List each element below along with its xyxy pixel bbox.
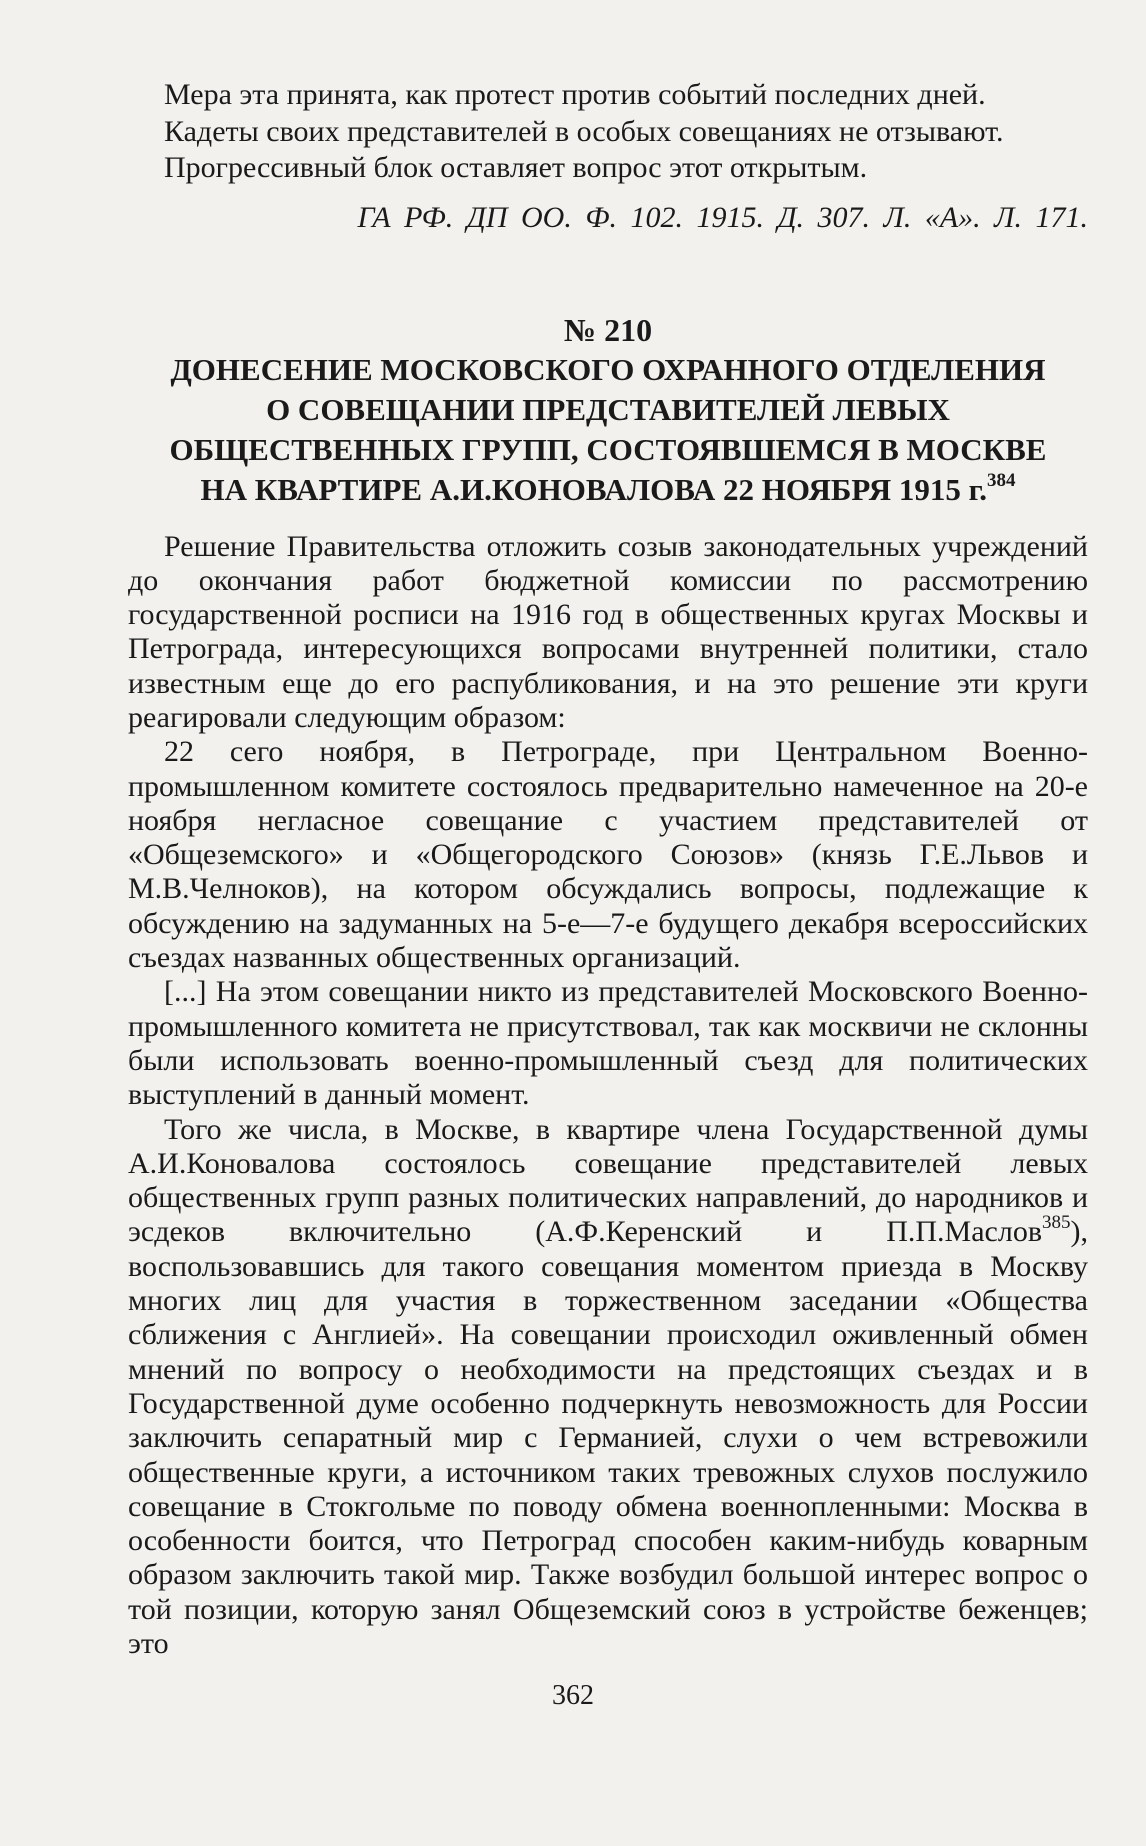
page-number: 362 [552,1680,594,1711]
document-title [128,350,1088,510]
intro-paragraph-2: Кадеты своих представителей в особых совещаниях не отзывают. [164,114,1004,148]
title-line-1: ДОНЕСЕНИЕ МОСКОВСКОГО ОХРАННОГО ОТДЕЛЕНИЯ [170,351,1046,387]
body-paragraph-2: 22 сего ноября, в Петрограде, при Центральном Военно-промышленном комитете состоялось предварительно намеченное на 20-е ноября негласное совещание с участием представителей от «Общеземского» и «Общегородского Союзов» (князь Г.Е.Львов и М.В.Челноков), на котором обсуждались вопросы, подлежащие к обсуждению на задуманных на 5-е—7-е будущего декабря всероссийских съездах названных общественных организаций. [128,735,1088,975]
body-paragraph-1: Решение Правительства отложить созыв законодательных учреждений до окончания работ бюджетной комиссии по рассмотрению государственной росписи на 1916 год в общественных кругах Москвы и Петрограда, интересующихся вопросами внутренней политики, стало известным еще до его распубликования, и на это решение эти круги реагировали следующим образом: [128,529,1088,734]
body-paragraph-4-part-2: ), воспользовавшись для такого совещания моментом приезда в Москву многих лиц для участия в торжественном заседании «Общества сближения с Англией». На совещании происходил оживленный обмен мнений по вопросу о необходимости на предстоящих съездах и в Государственной думе особенно подчеркнуть невозможность для России заключить сепаратный мир с Германией, слухи о чем встревожили общественные круги, а источником таких тревожных слухов послужило совещание в Стокгольме по поводу обмена военнопленными: Москва в особенности боится, что Петроград способен каким-нибудь коварным образом заключить такой мир. Также возбудил большой интерес вопрос о той позиции, которую занял Общеземский союз в устройстве беженцев; это [128,1215,1088,1660]
footnote-ref-385: 385 [1042,1212,1071,1234]
body-paragraph-4 [128,1113,1088,1662]
body-paragraph-4-part-1: Того же числа, в Москве, в квартире члена Государственной думы А.И.Коновалова состоялось совещание представителей левых общественных групп разных политических направлений, до народников и эсдеков включительно (А.Ф.Керенский и П.П.Маслов [128,1112,1088,1249]
title-line-4 [128,470,1088,510]
document-body [128,530,1088,1662]
page-content [128,78,1088,1661]
title-line-4-text: НА КВАРТИРЕ А.И.КОНОВАЛОВА 22 НОЯБРЯ 1915 г. [200,471,987,507]
document-number: № 210 [563,311,653,348]
intro-paragraph-3: Прогрессивный блок оставляет вопрос этот открытым. [164,151,868,184]
title-line-3: ОБЩЕСТВЕННЫХ ГРУПП, СОСТОЯВШЕМСЯ В МОСКВЕ [169,431,1047,467]
intro-paragraph-1: Мера эта принята, как протест против событий последних дней. [164,78,986,111]
body-paragraph-3: [...] На этом совещании никто из представителей Московского Военно-промышленного комитета не присутствовал, так как москвичи не склонны были использовать военно-промышленный съезд для политических выступлений в данный момент. [128,975,1088,1112]
title-line-2: О СОВЕЩАНИИ ПРЕДСТАВИТЕЛЕЙ ЛЕВЫХ [266,391,950,427]
title-footnote-ref: 384 [986,470,1016,492]
archive-source: ГА РФ. ДП ОО. Ф. 102. 1915. Д. 307. Л. «А». Л. 171. [357,200,1088,234]
